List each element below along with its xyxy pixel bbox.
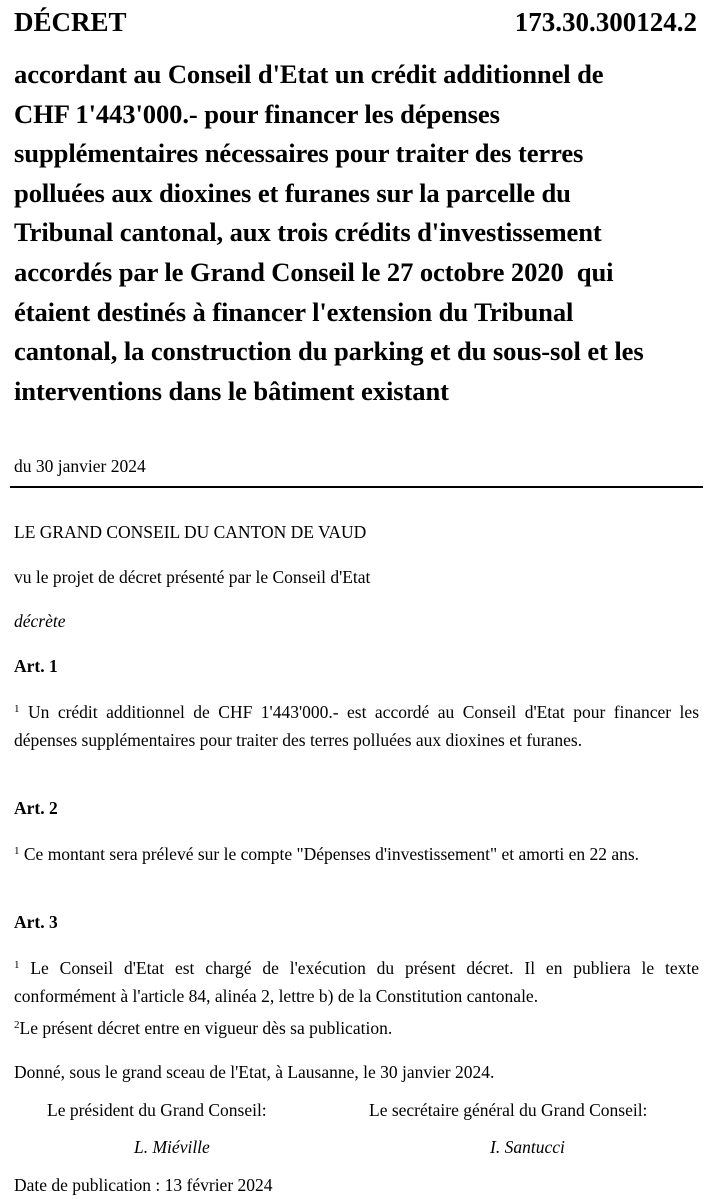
signatory-name: I. Santucci [490, 1137, 565, 1157]
title-line: accordant au Conseil d'Etat un crédit additionnel de [14, 59, 604, 89]
article-paragraph [14, 698, 699, 754]
paragraph-number: 1 [14, 959, 20, 971]
recital: vu le projet de décret présenté par le Conseil d'Etat [14, 567, 371, 587]
paragraph-text: Ce montant sera prélevé sur le compte "Dépenses d'investissement" et amorti en 22 ans. [23, 844, 640, 864]
title-line: accordés par le Grand Conseil le 27 octobre 2020 qui [14, 256, 614, 287]
decree-title [14, 55, 709, 411]
article-paragraph [14, 954, 699, 1010]
signatory-title: Le secrétaire général du Grand Conseil: [369, 1100, 648, 1120]
signatory-title: Le président du Grand Conseil: [47, 1100, 267, 1120]
article-heading: Art. 3 [14, 912, 58, 932]
title-line: supplémentaires nécessaires pour traiter des terres [14, 138, 584, 169]
title-line: Tribunal cantonal, aux trois crédits d'investissement [14, 217, 602, 248]
signatory-name: L. Miéville [134, 1137, 210, 1157]
title-line: polluées aux dioxines et furanes sur la parcelle du [14, 177, 571, 208]
paragraph-number: 2 [14, 1019, 20, 1031]
paragraph-text: Le présent décret entre en vigueur dès sa publication. [19, 1018, 393, 1038]
paragraph-text: Un crédit additionnel de CHF 1'443'000.- est accordé au Conseil d'Etat pour financer les dépenses supplémentaires pour traiter des terres polluées aux dioxines et furanes. [14, 702, 700, 750]
title-line: interventions dans le bâtiment existant [14, 375, 449, 406]
article-paragraph [14, 1014, 699, 1042]
paragraph-number: 1 [14, 845, 20, 857]
title-line: cantonal, la construction du parking et du sous-sol et les [14, 336, 644, 367]
enacting-body: LE GRAND CONSEIL DU CANTON DE VAUD [14, 522, 367, 542]
paragraph-number: 1 [14, 703, 20, 715]
article-heading: Art. 2 [14, 798, 58, 818]
horizontal-divider [10, 486, 703, 488]
title-line: étaient destinés à financer l'extension du Tribunal [14, 296, 574, 327]
decree-date: du 30 janvier 2024 [14, 456, 146, 476]
publication-date: Date de publication : 13 février 2024 [14, 1175, 273, 1195]
paragraph-text: Le Conseil d'Etat est chargé de l'exécution du présent décret. Il en publiera le texte conformément à l'article 84, alinéa 2, lettre b) de la Constitution cantonale. [14, 958, 699, 1006]
enacting-formula: décrète [14, 611, 66, 631]
article-heading: Art. 1 [14, 656, 58, 676]
article-paragraph [14, 840, 699, 868]
given-clause: Donné, sous le grand sceau de l'Etat, à Lausanne, le 30 janvier 2024. [14, 1062, 495, 1082]
document-type: DÉCRET [14, 7, 127, 37]
title-line: CHF 1'443'000.- pour financer les dépenses [14, 98, 500, 129]
document-number: 173.30.300124.2 [514, 7, 697, 37]
